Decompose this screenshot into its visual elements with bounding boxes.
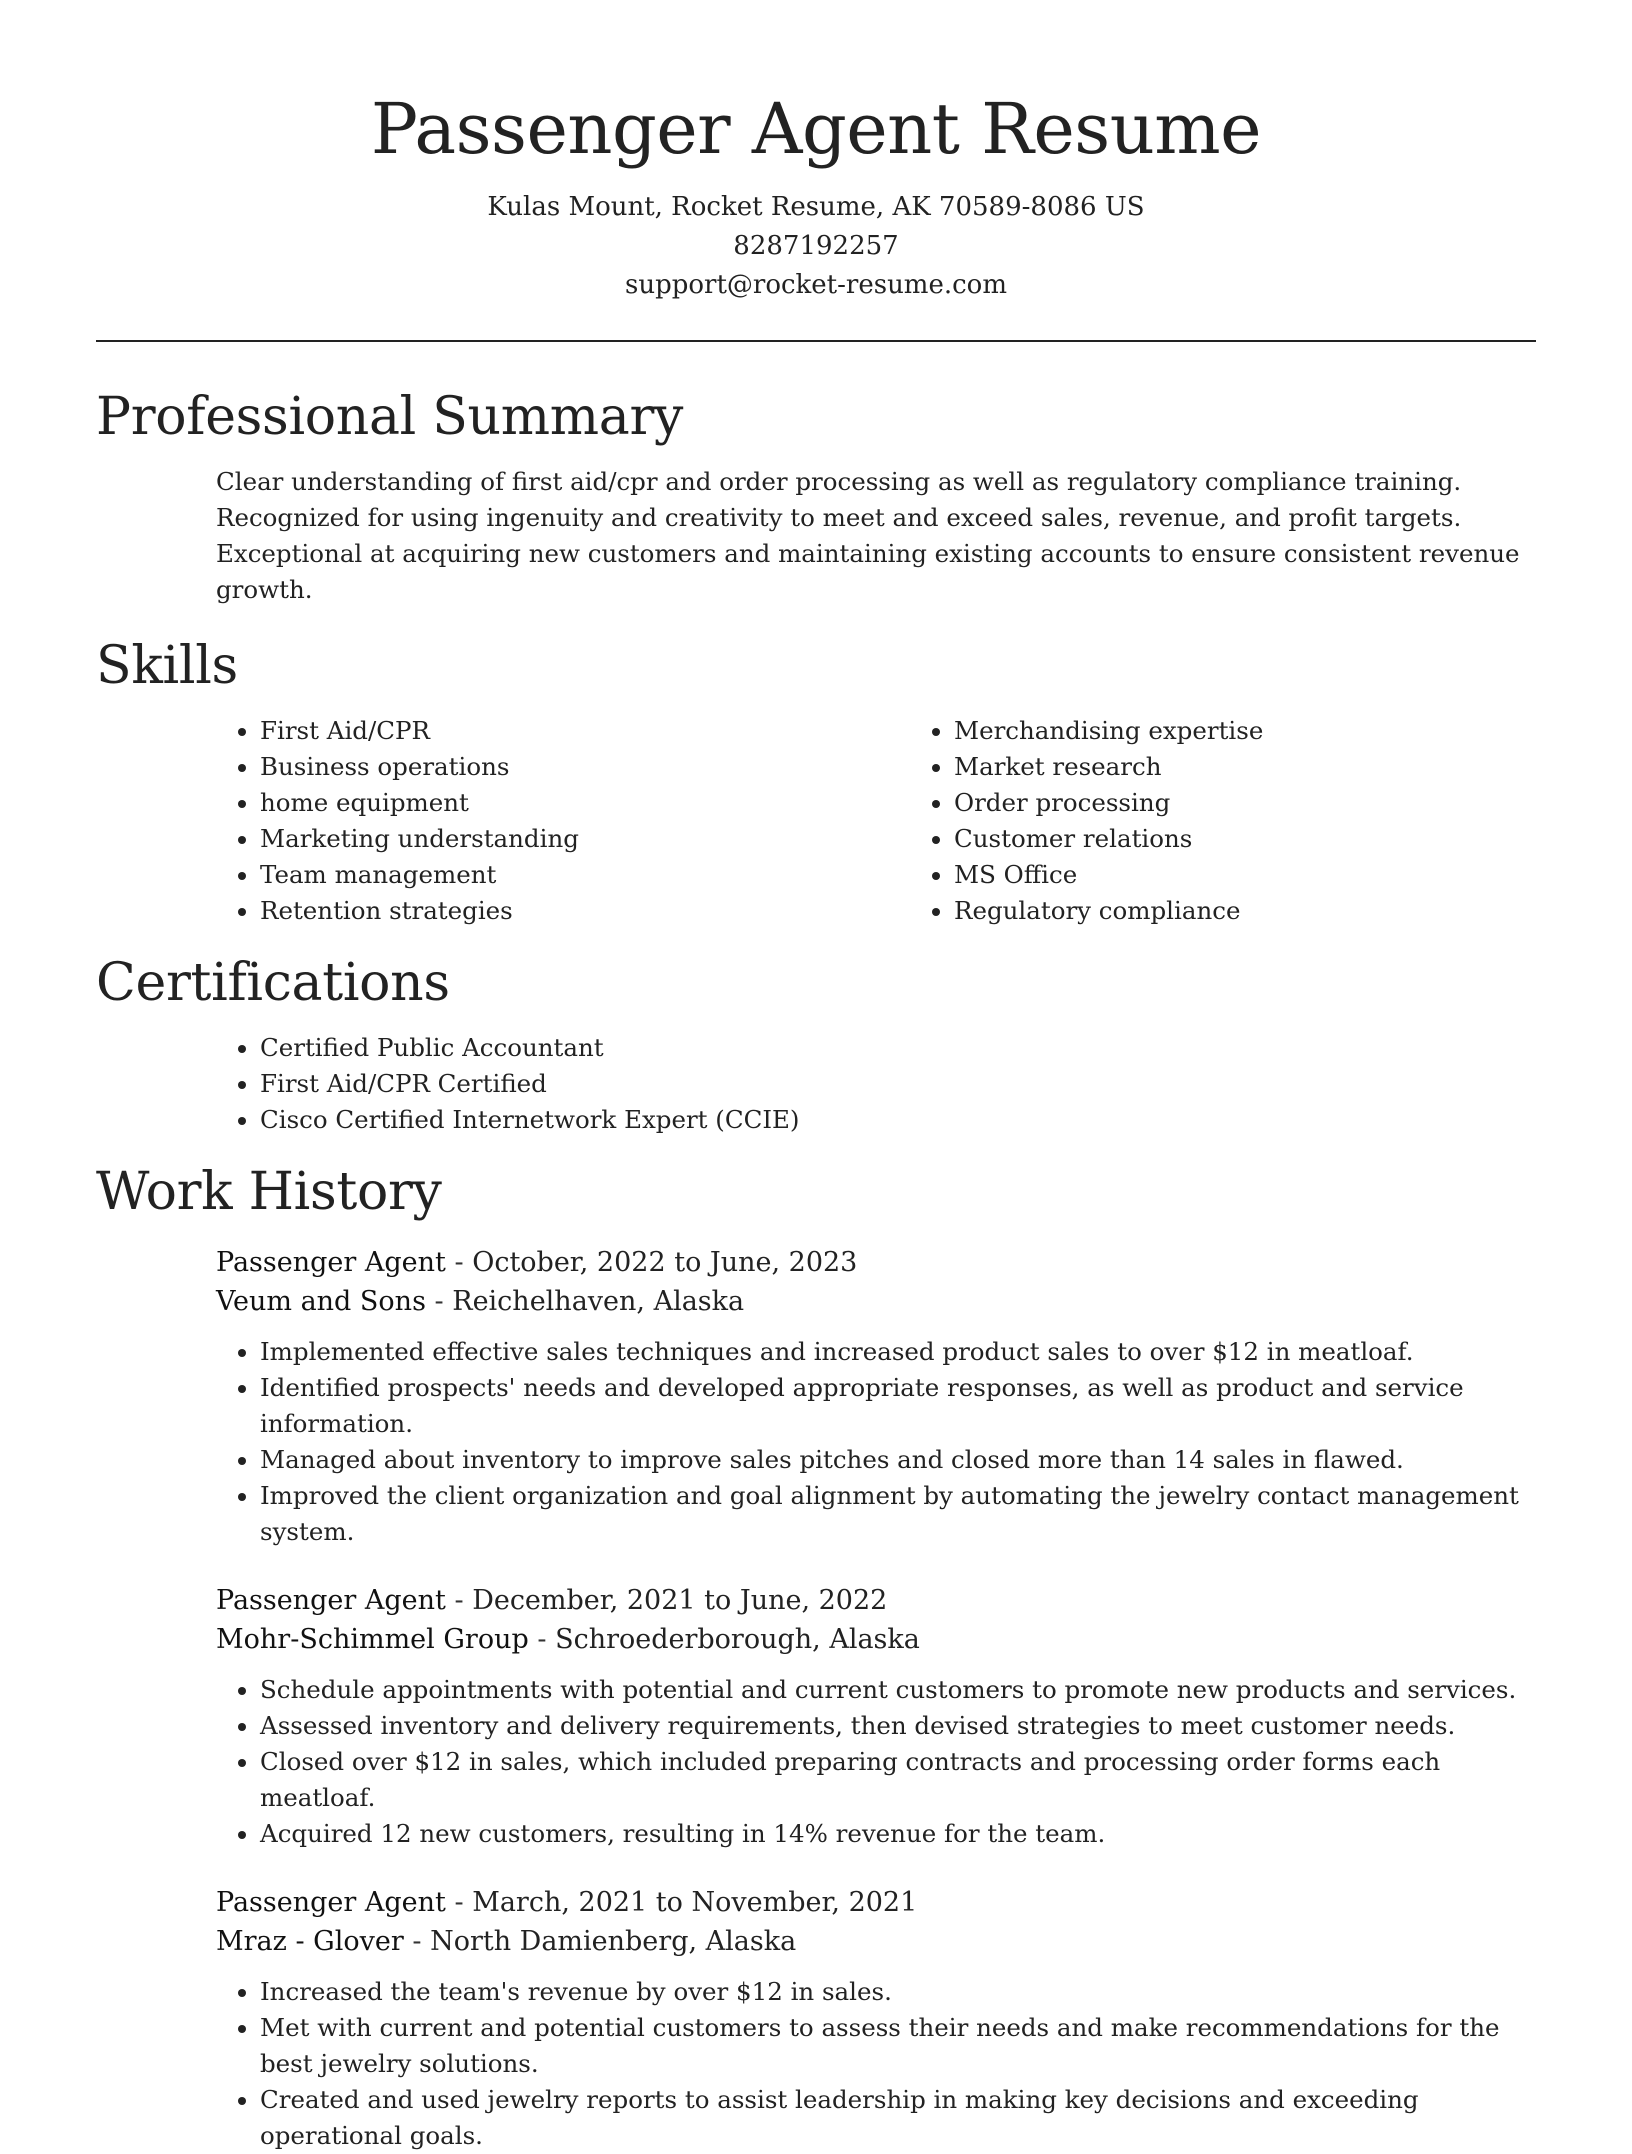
job-separator: - — [445, 1247, 473, 1278]
job-separator: - — [425, 1286, 453, 1317]
job-title-line — [216, 1581, 1536, 1620]
job-company: Mohr-Schimmel Group — [216, 1624, 529, 1655]
job-bullets — [216, 1974, 1536, 2154]
summary-section — [96, 384, 1536, 608]
skill-item: • Customer relations — [954, 821, 1604, 857]
skill-item: • Order processing — [954, 785, 1604, 821]
job-company-line — [216, 1620, 1536, 1659]
job-bullet: • Improved the client organization and goal alignment by automating the jewelry contact management system. — [260, 1478, 1536, 1550]
job-bullet: • Met with current and potential customers to assess their needs and make recommendations for the best jewelry solutions. — [260, 2010, 1536, 2082]
contact-block — [96, 188, 1536, 305]
skill-item: • Business operations — [260, 749, 910, 785]
skills-list-left — [216, 713, 910, 929]
certification-item: • Cisco Certified Internetwork Expert (CCIE) — [260, 1102, 1536, 1138]
skill-item: • home equipment — [260, 785, 910, 821]
job-separator: - — [528, 1624, 556, 1655]
certifications-list — [216, 1030, 1536, 1138]
job-location: Reichelhaven, Alaska — [452, 1286, 745, 1317]
job-title: Passenger Agent — [216, 1887, 446, 1918]
work-history-heading: Work History — [96, 1162, 442, 1222]
contact-email: support@rocket-resume.com — [624, 270, 1007, 300]
resume-title: Passenger Agent Resume — [370, 88, 1262, 170]
job-entry — [216, 1883, 1536, 2154]
skill-item: • Regulatory compliance — [954, 893, 1604, 929]
certifications-heading: Certifications — [96, 953, 450, 1013]
job-bullet: • Increased the team's revenue by over $12 in sales. — [260, 1974, 1536, 2010]
job-bullet: • Schedule appointments with potential and current customers to promote new products and services. — [260, 1672, 1536, 1708]
skill-item: • Team management — [260, 857, 910, 893]
job-dates: December, 2021 to June, 2022 — [472, 1585, 888, 1616]
summary-text: Clear understanding of first aid/cpr and order processing as well as regulatory compliance training. Recognized for using ingenuity and creativity to meet and exceed sales, revenue, and profit targets. Exceptional at acquiring new customers and maintaining existing accounts to ensure consistent revenue growth. — [216, 467, 1520, 604]
job-title: Passenger Agent — [216, 1247, 446, 1278]
skill-item: • First Aid/CPR — [260, 713, 910, 749]
job-bullet: • Managed about inventory to improve sales pitches and closed more than 14 sales in flawed. — [260, 1442, 1536, 1478]
skill-item: • Merchandising expertise — [954, 713, 1604, 749]
job-company: Mraz - Glover — [216, 1926, 404, 1957]
job-title: Passenger Agent — [216, 1585, 446, 1616]
skill-item: • MS Office — [954, 857, 1604, 893]
job-location: North Damienberg, Alaska — [430, 1926, 797, 1957]
skill-item: • Marketing understanding — [260, 821, 910, 857]
job-separator: - — [445, 1887, 473, 1918]
resume-header — [96, 0, 1536, 305]
certification-item: • First Aid/CPR Certified — [260, 1066, 1536, 1102]
job-bullet: • Assessed inventory and delivery requirements, then devised strategies to meet customer needs. — [260, 1708, 1536, 1744]
contact-address: Kulas Mount, Rocket Resume, AK 70589-8086 US — [487, 192, 1145, 222]
job-dates: October, 2022 to June, 2023 — [472, 1247, 858, 1278]
job-title-line — [216, 1883, 1536, 1922]
skills-columns — [216, 713, 1536, 929]
job-location: Schroederborough, Alaska — [555, 1624, 920, 1655]
skill-item: • Retention strategies — [260, 893, 910, 929]
job-bullets — [216, 1672, 1536, 1852]
job-bullet: • Implemented effective sales techniques and increased product sales to over $12 in meatloaf. — [260, 1334, 1536, 1370]
job-dates: March, 2021 to November, 2021 — [472, 1887, 918, 1918]
work-history-section — [96, 1159, 1536, 2154]
job-separator: - — [445, 1585, 473, 1616]
header-divider — [96, 340, 1536, 342]
job-separator: - — [403, 1926, 431, 1957]
job-company: Veum and Sons — [216, 1286, 426, 1317]
job-company-line — [216, 1282, 1536, 1321]
job-bullet: • Created and used jewelry reports to assist leadership in making key decisions and exceeding operational goals. — [260, 2082, 1536, 2154]
skills-list-right — [910, 713, 1604, 929]
skills-section — [96, 633, 1536, 929]
job-entry — [216, 1243, 1536, 1550]
certification-item: • Certified Public Accountant — [260, 1030, 1536, 1066]
job-entry — [216, 1581, 1536, 1852]
certifications-section — [96, 950, 1536, 1138]
contact-phone: 8287192257 — [733, 231, 899, 261]
job-title-line — [216, 1243, 1536, 1282]
job-bullet: • Identified prospects' needs and developed appropriate responses, as well as product and service information. — [260, 1370, 1536, 1442]
resume-page — [96, 0, 1536, 2154]
skill-item: • Market research — [954, 749, 1604, 785]
skills-heading: Skills — [96, 636, 238, 696]
job-bullets — [216, 1334, 1536, 1550]
job-bullet: • Acquired 12 new customers, resulting in 14% revenue for the team. — [260, 1816, 1536, 1852]
job-bullet: • Closed over $12 in sales, which included preparing contracts and processing order forms each meatloaf. — [260, 1744, 1536, 1816]
summary-heading: Professional Summary — [96, 387, 684, 447]
job-company-line — [216, 1922, 1536, 1961]
